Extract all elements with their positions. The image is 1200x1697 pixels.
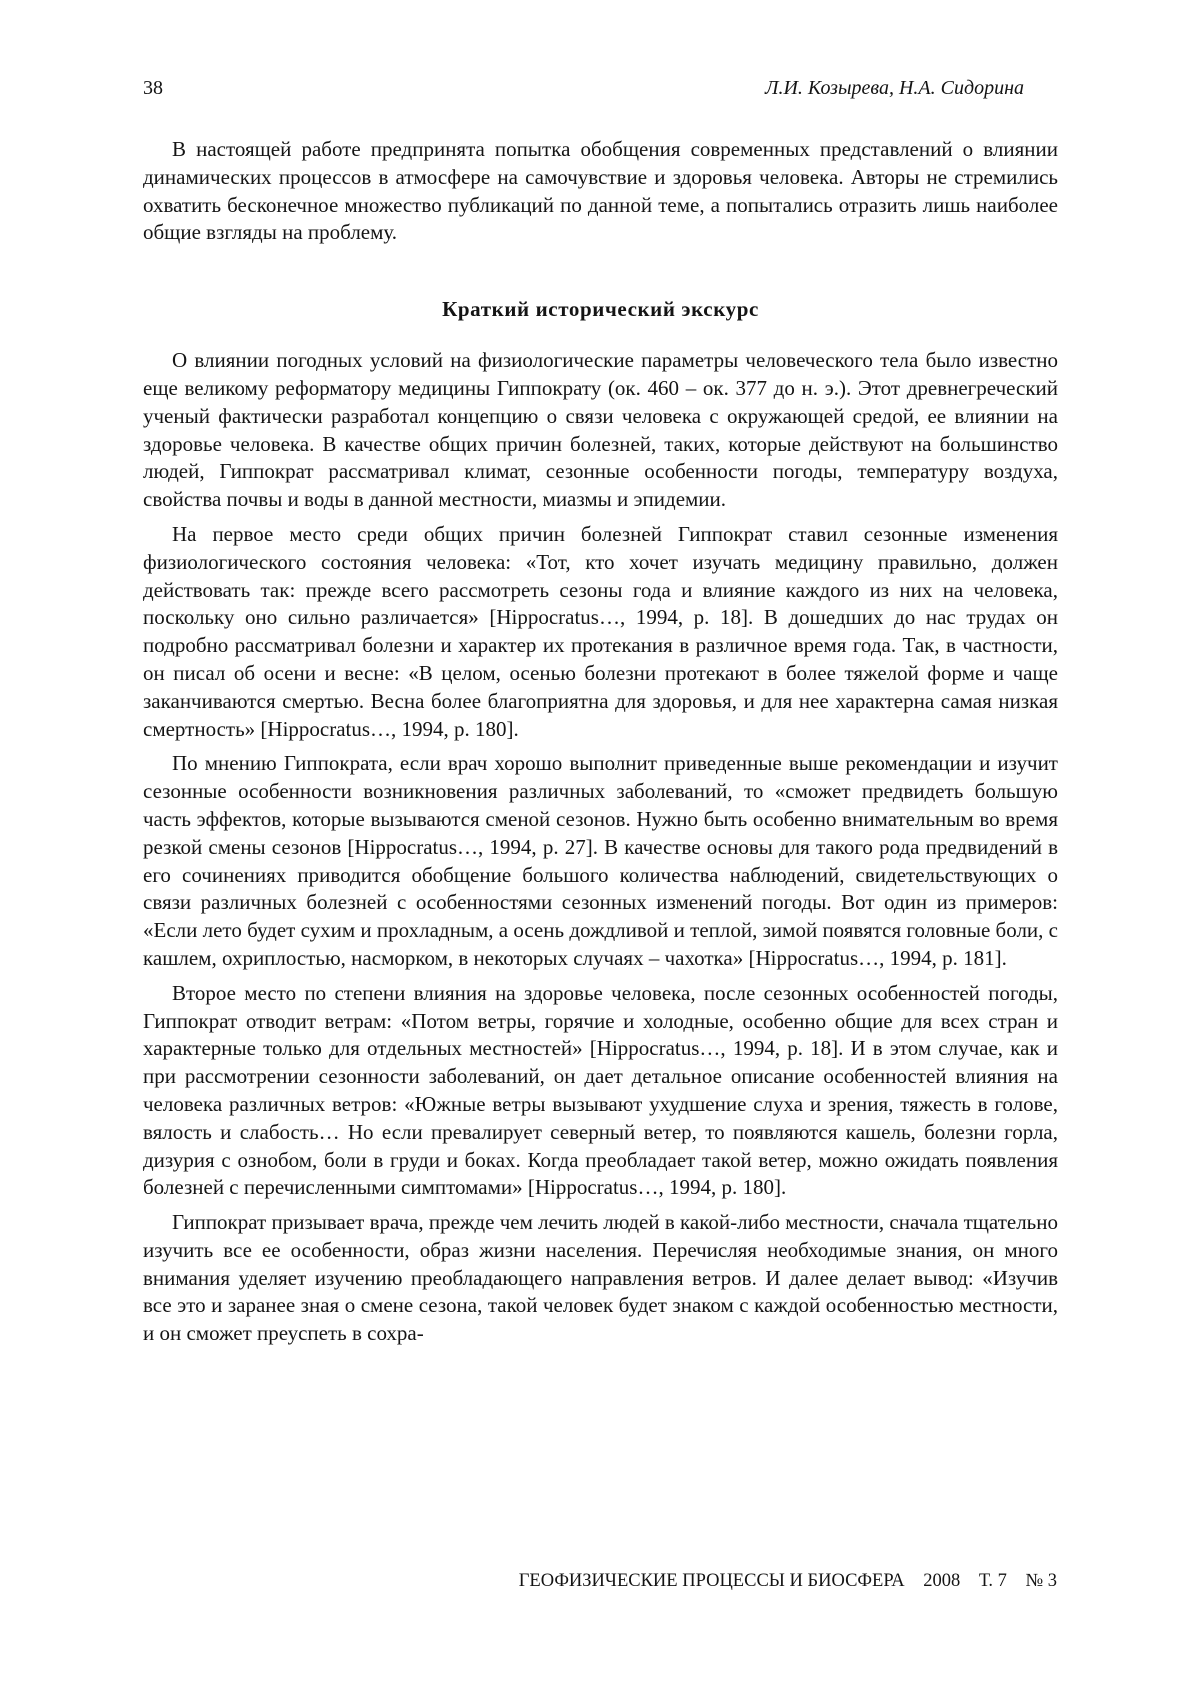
- page-number: 38: [143, 77, 163, 99]
- article-body: [143, 136, 1058, 1355]
- journal-footer: [519, 1568, 1057, 1594]
- section-paragraph: На первое место среди общих причин болезней Гиппократ ставил сезонные изменения физиологического состояния человека: «Тот, кто хочет изучать медицину правильно, должен действовать так: прежде всего рассмотреть сезоны года и влияние каждого из них на человека, поскольку оно сильно различается» [Hippocratus…, 1994, p. 18]. В дошедших до нас трудах он подробно рассматривал болезни и характер их протекания в различное время года. Так, в частности, он писал об осени и весне: «В целом, осенью болезни протекают в более тяжелой форме и чаще заканчиваются смертью. Весна более благоприятна для здоровья, и для нее характерна самая низкая смертность» [Hippocratus…, 1994, p. 180].: [143, 521, 1058, 741]
- journal-name: ГЕОФИЗИЧЕСКИЕ ПРОЦЕССЫ И БИОСФЕРА: [518, 1571, 905, 1591]
- running-header: [143, 72, 1058, 104]
- section-paragraph: Гиппократ призывает врача, прежде чем лечить людей в какой-либо местности, сначала тщательно изучить все ее особенности, образ жизни населения. Перечисляя необходимые знания, он много внимания уделяет изучению преобладающего направления ветров. И далее делает вывод: «Изучив все это и заранее зная о смене сезона, такой человек будет знаком с каждой особенностью местности, и он сможет преуспеть в сохра-: [143, 1210, 1058, 1346]
- section-paragraph: Второе место по степени влияния на здоровье человека, после сезонных особенностей погоды, Гиппократ отводит ветрам: «Потом ветры, горячие и холодные, особенно общие для всех стран и характерные только для отдельных местностей» [Hippocratus…, 1994, p. 18]. И в этом случае, как и при рассмотрении сезонности заболеваний, он дает детальное описание особенностей влияния на человека различных ветров: «Южные ветры вызывают ухудшение слуха и зрения, тяжесть в голове, вялость и слабость… Но если превалирует северный ветер, то появляются кашель, болезни горла, дизурия с ознобом, боли в груди и боках. Когда преобладает такой ветер, можно ожидать появления болезней с перечисленными симптомами» [Hippocratus…, 1994, p. 180].: [143, 980, 1058, 1200]
- running-authors: Л.И. Козырева, Н.А. Сидорина: [764, 77, 1024, 99]
- journal-year: 2008: [923, 1571, 961, 1591]
- section-heading: Краткий исторический экскурс: [442, 297, 759, 322]
- journal-volume: Т. 7: [978, 1571, 1007, 1591]
- intro-paragraph: В настоящей работе предпринята попытка обобщения современных представлений о влиянии динамических процессов в атмосфере на самочувствие и здоровья человека. Авторы не стремились охватить бесконечное множество публикаций по данной теме, а попытались отразить лишь наиболее общие взгляды на проблему.: [143, 137, 1058, 245]
- journal-issue: № 3: [1025, 1571, 1057, 1591]
- section-paragraph: По мнению Гиппократа, если врач хорошо выполнит приведенные выше рекомендации и изучит сезонные особенности возникновения различных заболеваний, то «сможет предвидеть большую часть эффектов, которые вызываются сменой сезонов. Нужно быть особенно внимательным во время резкой смены сезонов [Hippocratus…, 1994, p. 27]. В качестве основы для такого рода предвидений в его сочинениях приводится обобщение большого количества наблюдений, свидетельствующих о связи различных болезней с особенностями сезонных изменений погоды. Вот один из примеров: «Если лето будет сухим и прохладным, а осень дождливой и теплой, зимой появятся головные боли, с кашлем, охриплостью, насморком, в некоторых случаях – чахотка» [Hippocratus…, 1994, p. 181].: [143, 751, 1058, 970]
- section-paragraph: О влиянии погодных условий на физиологические параметры человеческого тела было известно еще великому реформатору медицины Гиппократу (ок. 460 – ок. 377 до н. э.). Этот древнегреческий ученый фактически разработал концепцию о связи человека с окружающей средой, ее влиянии на здоровье человека. В качестве общих причин болезней, таких, которые действуют на большинство людей, Гиппократ рассматривал климат, сезонные особенности погоды, температуру воздуха, свойства почвы и воды в данной местности, миазмы и эпидемии.: [143, 348, 1058, 512]
